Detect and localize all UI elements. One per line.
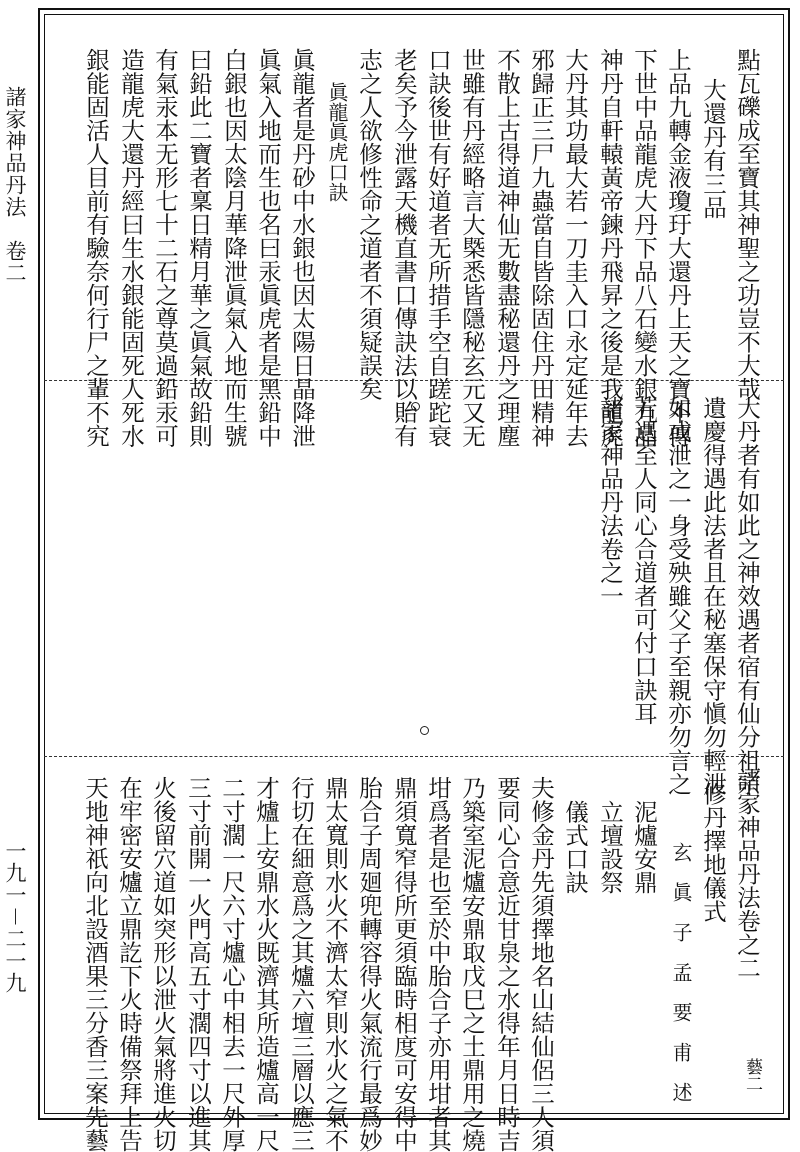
upper-col-17: 曰鉛此二寶者稟日精月華之眞氣故鉛則	[185, 48, 213, 448]
upper-col-15: 眞氣入地而生也名曰汞眞虎者是黑鉛中	[254, 48, 282, 448]
upper-col-16: 白銀也因太陰月華降泄眞氣入地而生號	[220, 48, 248, 448]
lower-col-20: 天地神祇向北設酒果三分香三案先藝	[81, 776, 109, 1152]
upper-col-1: 點瓦礫成至寶其神聖之功豈不大哉	[733, 48, 761, 401]
upper-col-2: 大還丹有三品	[699, 78, 727, 219]
middle-col-3: 如或泄之一身受殃雖父子至親亦勿言之	[664, 396, 692, 796]
upper-col-13-heading: 眞龍眞虎口訣	[325, 82, 349, 202]
middle-col-2: 遺慶得遇此法者且在秘塞保守愼勿輕泄	[699, 396, 727, 796]
upper-col-7: 邪歸正三尸九蟲當自皆除固住丹田精神	[527, 48, 555, 448]
lower-col-12: 胎合子周廻兜轉容得火氣流行最爲妙	[355, 776, 383, 1152]
upper-col-12: 志之人欲修性命之道者不須疑誤矣	[355, 48, 383, 401]
upper-col-9: 世雖有丹經略言大槩悉皆隱秘玄元又无	[458, 48, 486, 448]
lower-col-2-chapter-title: 修丹擇地儀式	[699, 782, 727, 923]
margin-book-title: 諸家神品丹法 卷二	[3, 86, 27, 284]
upper-col-14: 眞龍者是丹砂中水銀也因太陽日晶降泄	[288, 48, 316, 448]
hole-circle-lower	[420, 726, 429, 735]
middle-col-5-volume-end: 諸家神品丹法卷之一	[596, 396, 624, 608]
lower-col-16: 二寸濶一尺六寸爐心中相去一尺外厚	[218, 776, 246, 1152]
lower-col-7: 夫修金丹先須擇地名山結仙侶三人須	[527, 776, 555, 1152]
lower-col-5: 立壇設祭	[596, 800, 624, 894]
hole-circle-upper	[411, 402, 420, 411]
upper-col-3: 上品九轉金液瓊玗大還丹上天之寶不傳	[664, 48, 692, 448]
lower-col-13: 鼎太寬則水火不濟太窄則水火之氣不	[321, 776, 349, 1152]
lower-col-11: 鼎須寬窄得所更須臨時相度可安得中	[390, 776, 418, 1152]
lower-col-6-heading: 儀式口訣	[561, 800, 589, 894]
lower-col-4: 泥爐安鼎	[630, 800, 658, 894]
lower-col-3-author: 玄 眞 子 孟 要 甫 述	[669, 842, 693, 1102]
upper-col-6: 大丹其功最大若一刀圭入口永定延年去	[561, 48, 589, 448]
lower-col-9: 乃築室泥爐安鼎取戊巳之土鼎用之燒	[458, 776, 486, 1152]
lower-col-1-volume-title: 諸家神品丹法卷之二	[733, 768, 761, 980]
upper-col-10: 口訣後世有好道者无所措手空自蹉跎衰	[424, 48, 452, 448]
lower-col-17: 三寸前開一火門高五寸濶四寸以進其	[184, 776, 212, 1152]
lower-col-14: 行切在細意爲之其爐六壇三層以應三	[287, 776, 315, 1152]
margin-page-number: 一九一－二一九	[3, 840, 27, 994]
lower-col-8: 要同心合意近甘泉之水得年月日時吉	[493, 776, 521, 1152]
lower-col-10: 坩爲者是也至於中胎合子亦用坩者其	[424, 776, 452, 1152]
upper-col-4: 下世中品龍虎大丹下品八石變水銀九品	[630, 48, 658, 448]
collection-seal-text: 藝二	[742, 1058, 762, 1092]
upper-col-19: 造龍虎大還丹經曰生水銀能固死人死水	[117, 48, 145, 448]
upper-col-8: 不散上古得道神仙无數盡秘還丹之理塵	[493, 48, 521, 448]
lower-col-18: 火後留穴道如突形以泄火氣將進火切	[149, 776, 177, 1152]
upper-col-11: 老矣予今泄露天機直書口傳訣法以貽有	[390, 48, 418, 448]
middle-col-4: 若遇至人同心合道者可付口訣耳	[630, 396, 658, 725]
upper-col-18: 有氣汞本无形七十二石之尊莫過鉛汞可	[151, 48, 179, 448]
upper-col-5: 神丹自軒轅黃帝鍊丹飛昇之後是我龍虎	[596, 48, 624, 448]
upper-col-20: 銀能固活人目前有驗奈何行尸之輩不究	[82, 48, 110, 448]
lower-col-19: 在牢密安爐立鼎訖下火時備祭拜上告	[115, 776, 143, 1152]
lower-col-15: 才爐上安鼎水火既濟其所造爐高一尺	[252, 776, 280, 1152]
middle-col-1: 大丹者有如此之神效遇者宿有仙分祖宗	[733, 396, 761, 796]
